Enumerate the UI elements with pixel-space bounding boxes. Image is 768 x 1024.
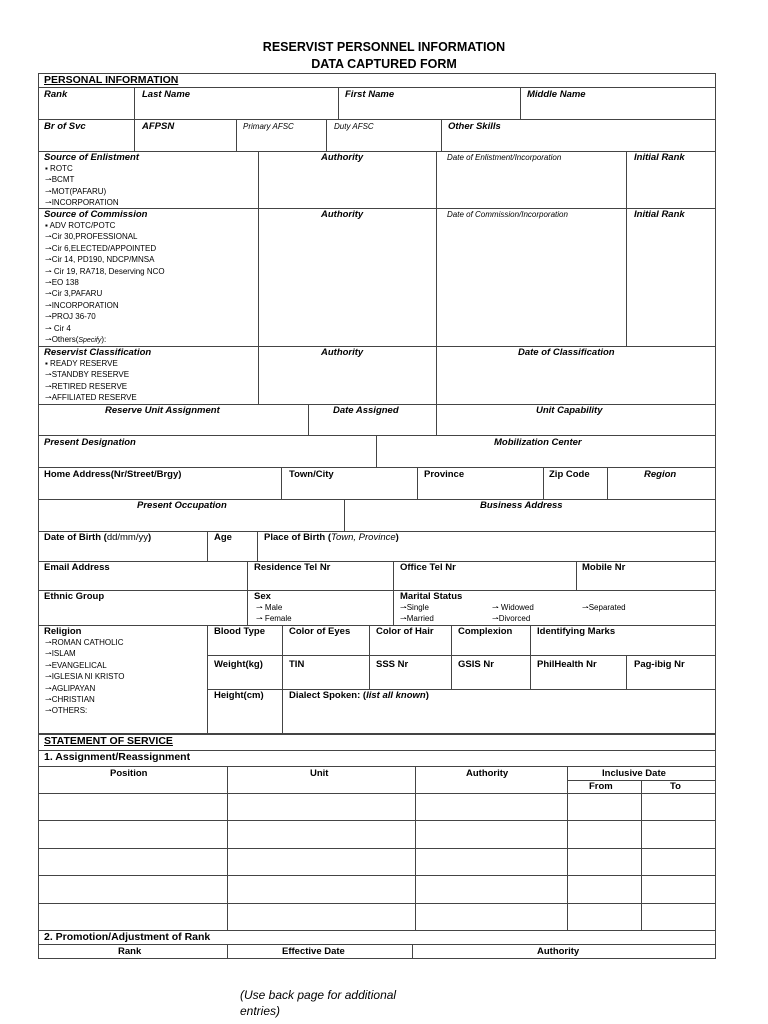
middle-name-label: Middle Name <box>527 89 586 100</box>
classification-label: Reservist Classification <box>44 347 152 358</box>
sss-label: SSS Nr <box>376 659 409 670</box>
unit-capability-label: Unit Capability <box>536 405 603 416</box>
br-of-svc-label: Br of Svc <box>44 121 86 132</box>
col-from: From <box>589 781 613 792</box>
promotion-heading: 2. Promotion/Adjustment of Rank <box>44 931 211 943</box>
region-label: Region <box>644 469 677 480</box>
height-label: Height(cm) <box>214 690 264 701</box>
col-authority: Authority <box>466 768 509 779</box>
source-commission-label: Source of Commission <box>44 209 148 220</box>
col-effective-date: Effective Date <box>282 946 345 957</box>
religion-label: Religion <box>44 626 82 637</box>
complexion-label: Complexion <box>458 626 513 637</box>
date-assigned-label: Date Assigned <box>333 405 399 416</box>
residence-tel-label: Residence Tel Nr <box>254 562 331 573</box>
table-row <box>38 875 716 876</box>
color-hair-label: Color of Hair <box>376 626 434 637</box>
ethnic-group-label: Ethnic Group <box>44 591 105 602</box>
business-address-label: Business Address <box>480 500 563 511</box>
last-name-label: Last Name <box>142 89 191 100</box>
province-label: Province <box>424 469 465 480</box>
col-to: To <box>670 781 681 792</box>
religion-option[interactable]: ⇀EVANGELICAL <box>45 660 107 670</box>
marital-option-divorced[interactable]: ⇀Divorced <box>492 614 531 623</box>
philhealth-label: PhilHealth Nr <box>537 659 597 670</box>
commission-option-others[interactable]: ⇀Others(Specify): <box>45 335 107 344</box>
enlistment-initial-rank-label: Initial Rank <box>634 152 685 163</box>
present-occupation-label: Present Occupation <box>137 500 227 511</box>
footer-note-line1: (Use back page for additional <box>240 988 397 1002</box>
tin-label: TIN <box>289 659 305 670</box>
first-name-label: First Name <box>345 89 395 100</box>
religion-option[interactable]: ⇀CHRISTIAN <box>45 695 95 704</box>
religion-option[interactable]: ⇀IGLESIA NI KRISTO <box>45 672 125 682</box>
color-eyes-label: Color of Eyes <box>289 626 351 637</box>
col-promotion-authority: Authority <box>537 946 580 957</box>
mobilization-center-label: Mobilization Center <box>494 437 582 448</box>
commission-option[interactable]: ⇀Cir 6,ELECTED/APPOINTED <box>45 243 157 253</box>
other-skills-label: Other Skills <box>448 121 501 132</box>
afpsn-label: AFPSN <box>142 121 175 132</box>
commission-option[interactable]: ⇀ Cir 19, RA718, Deserving NCO <box>45 266 165 276</box>
religion-option[interactable]: ⇀ROMAN CATHOLIC <box>45 638 124 647</box>
commission-option[interactable]: ⇀ Cir 4 <box>45 323 71 333</box>
blood-type-label: Blood Type <box>214 626 266 637</box>
weight-label: Weight(kg) <box>214 659 263 670</box>
enlistment-option[interactable]: ⇀INCORPORATION <box>45 198 119 208</box>
town-city-label: Town/City <box>289 469 334 480</box>
pob-label: Place of Birth (Town, Province) <box>264 532 399 543</box>
classification-option[interactable]: ⇀RETIRED RESERVE <box>45 381 128 391</box>
statement-of-service-heading: STATEMENT OF SERVICE <box>44 735 173 747</box>
assignment-heading: 1. Assignment/Reassignment <box>44 751 191 763</box>
commission-option[interactable]: ⇀Cir 30,PROFESSIONAL <box>45 232 138 242</box>
sex-label: Sex <box>254 591 271 602</box>
dob-label: Date of Birth (dd/mm/yy) <box>44 532 152 543</box>
classification-option[interactable]: ⇀STANDBY RESERVE <box>45 370 130 380</box>
classification-option[interactable]: ▪ READY RESERVE <box>45 359 118 368</box>
commission-option[interactable]: ⇀Cir 14, PD190, NDCP/MNSA <box>45 255 155 265</box>
enlistment-option[interactable]: ▪ ROTC <box>45 164 73 173</box>
home-address-label: Home Address(Nr/Street/Brgy) <box>44 469 182 480</box>
classification-option[interactable]: ⇀AFFILIATED RESERVE <box>45 393 137 403</box>
commission-date-label: Date of Commission/Incorporation <box>447 210 568 219</box>
marital-option-widowed[interactable]: ⇀ Widowed <box>492 603 534 612</box>
commission-option[interactable]: ⇀Cir 3,PAFARU <box>45 289 103 299</box>
marital-option-separated[interactable]: ⇀Separated <box>582 603 626 612</box>
email-label: Email Address <box>44 562 110 573</box>
gsis-label: GSIS Nr <box>458 659 494 670</box>
table-row <box>38 903 716 904</box>
mobile-label: Mobile Nr <box>582 562 626 573</box>
enlistment-authority-label: Authority <box>321 152 364 163</box>
present-designation-label: Present Designation <box>44 437 136 448</box>
commission-initial-rank-label: Initial Rank <box>634 209 685 220</box>
source-enlistment-label: Source of Enlistment <box>44 152 140 163</box>
commission-option[interactable]: ⇀EO 138 <box>45 278 79 287</box>
classification-date-label: Date of Classification <box>518 347 615 358</box>
col-inclusive-date: Inclusive Date <box>602 768 666 779</box>
personal-info-heading: PERSONAL INFORMATION <box>44 74 179 86</box>
rank-label: Rank <box>44 89 68 100</box>
col-position: Position <box>110 768 148 779</box>
commission-option[interactable]: ⇀INCORPORATION <box>45 300 119 310</box>
table-row <box>38 820 716 821</box>
commission-authority-label: Authority <box>321 209 364 220</box>
age-label: Age <box>214 532 232 543</box>
form-title-line2: DATA CAPTURED FORM <box>311 57 457 71</box>
divider <box>38 87 716 88</box>
table-row <box>38 848 716 849</box>
religion-option[interactable]: ⇀OTHERS: <box>45 706 88 716</box>
enlistment-date-label: Date of Enlistment/Incorporation <box>447 153 562 162</box>
enlistment-option[interactable]: ⇀BCMT <box>45 175 75 185</box>
col-rank: Rank <box>118 946 142 957</box>
dialect-label: Dialect Spoken: (list all known) <box>289 690 429 701</box>
classification-authority-label: Authority <box>321 347 364 358</box>
sex-option-female[interactable]: ⇀ Female <box>256 614 292 623</box>
identifying-marks-label: Identifying Marks <box>537 626 616 637</box>
religion-option[interactable]: ⇀ISLAM <box>45 649 76 659</box>
zip-code-label: Zip Code <box>549 469 590 480</box>
sex-option-male[interactable]: ⇀ Male <box>256 603 283 612</box>
marital-option-single[interactable]: ⇀Single <box>400 603 429 612</box>
office-tel-label: Office Tel Nr <box>400 562 456 573</box>
duty-afsc-label: Duty AFSC <box>334 122 374 131</box>
commission-option[interactable]: ⇀PROJ 36-70 <box>45 312 96 322</box>
marital-option-married[interactable]: ⇀Married <box>400 614 434 623</box>
commission-option[interactable]: ▪ ADV ROTC/POTC <box>45 221 116 230</box>
enlistment-option[interactable]: ⇀MOT(PAFARU) <box>45 186 107 196</box>
reserve-unit-label: Reserve Unit Assignment <box>105 405 220 416</box>
footer-note-line2: entries) <box>240 1004 281 1018</box>
primary-afsc-label: Primary AFSC <box>243 122 294 131</box>
form-title-line1: RESERVIST PERSONNEL INFORMATION <box>262 40 506 54</box>
religion-option[interactable]: ⇀AGLIPAYAN <box>45 683 96 693</box>
col-unit: Unit <box>310 768 329 779</box>
marital-status-label: Marital Status <box>400 591 463 602</box>
pagibig-label: Pag-ibig Nr <box>634 659 685 670</box>
